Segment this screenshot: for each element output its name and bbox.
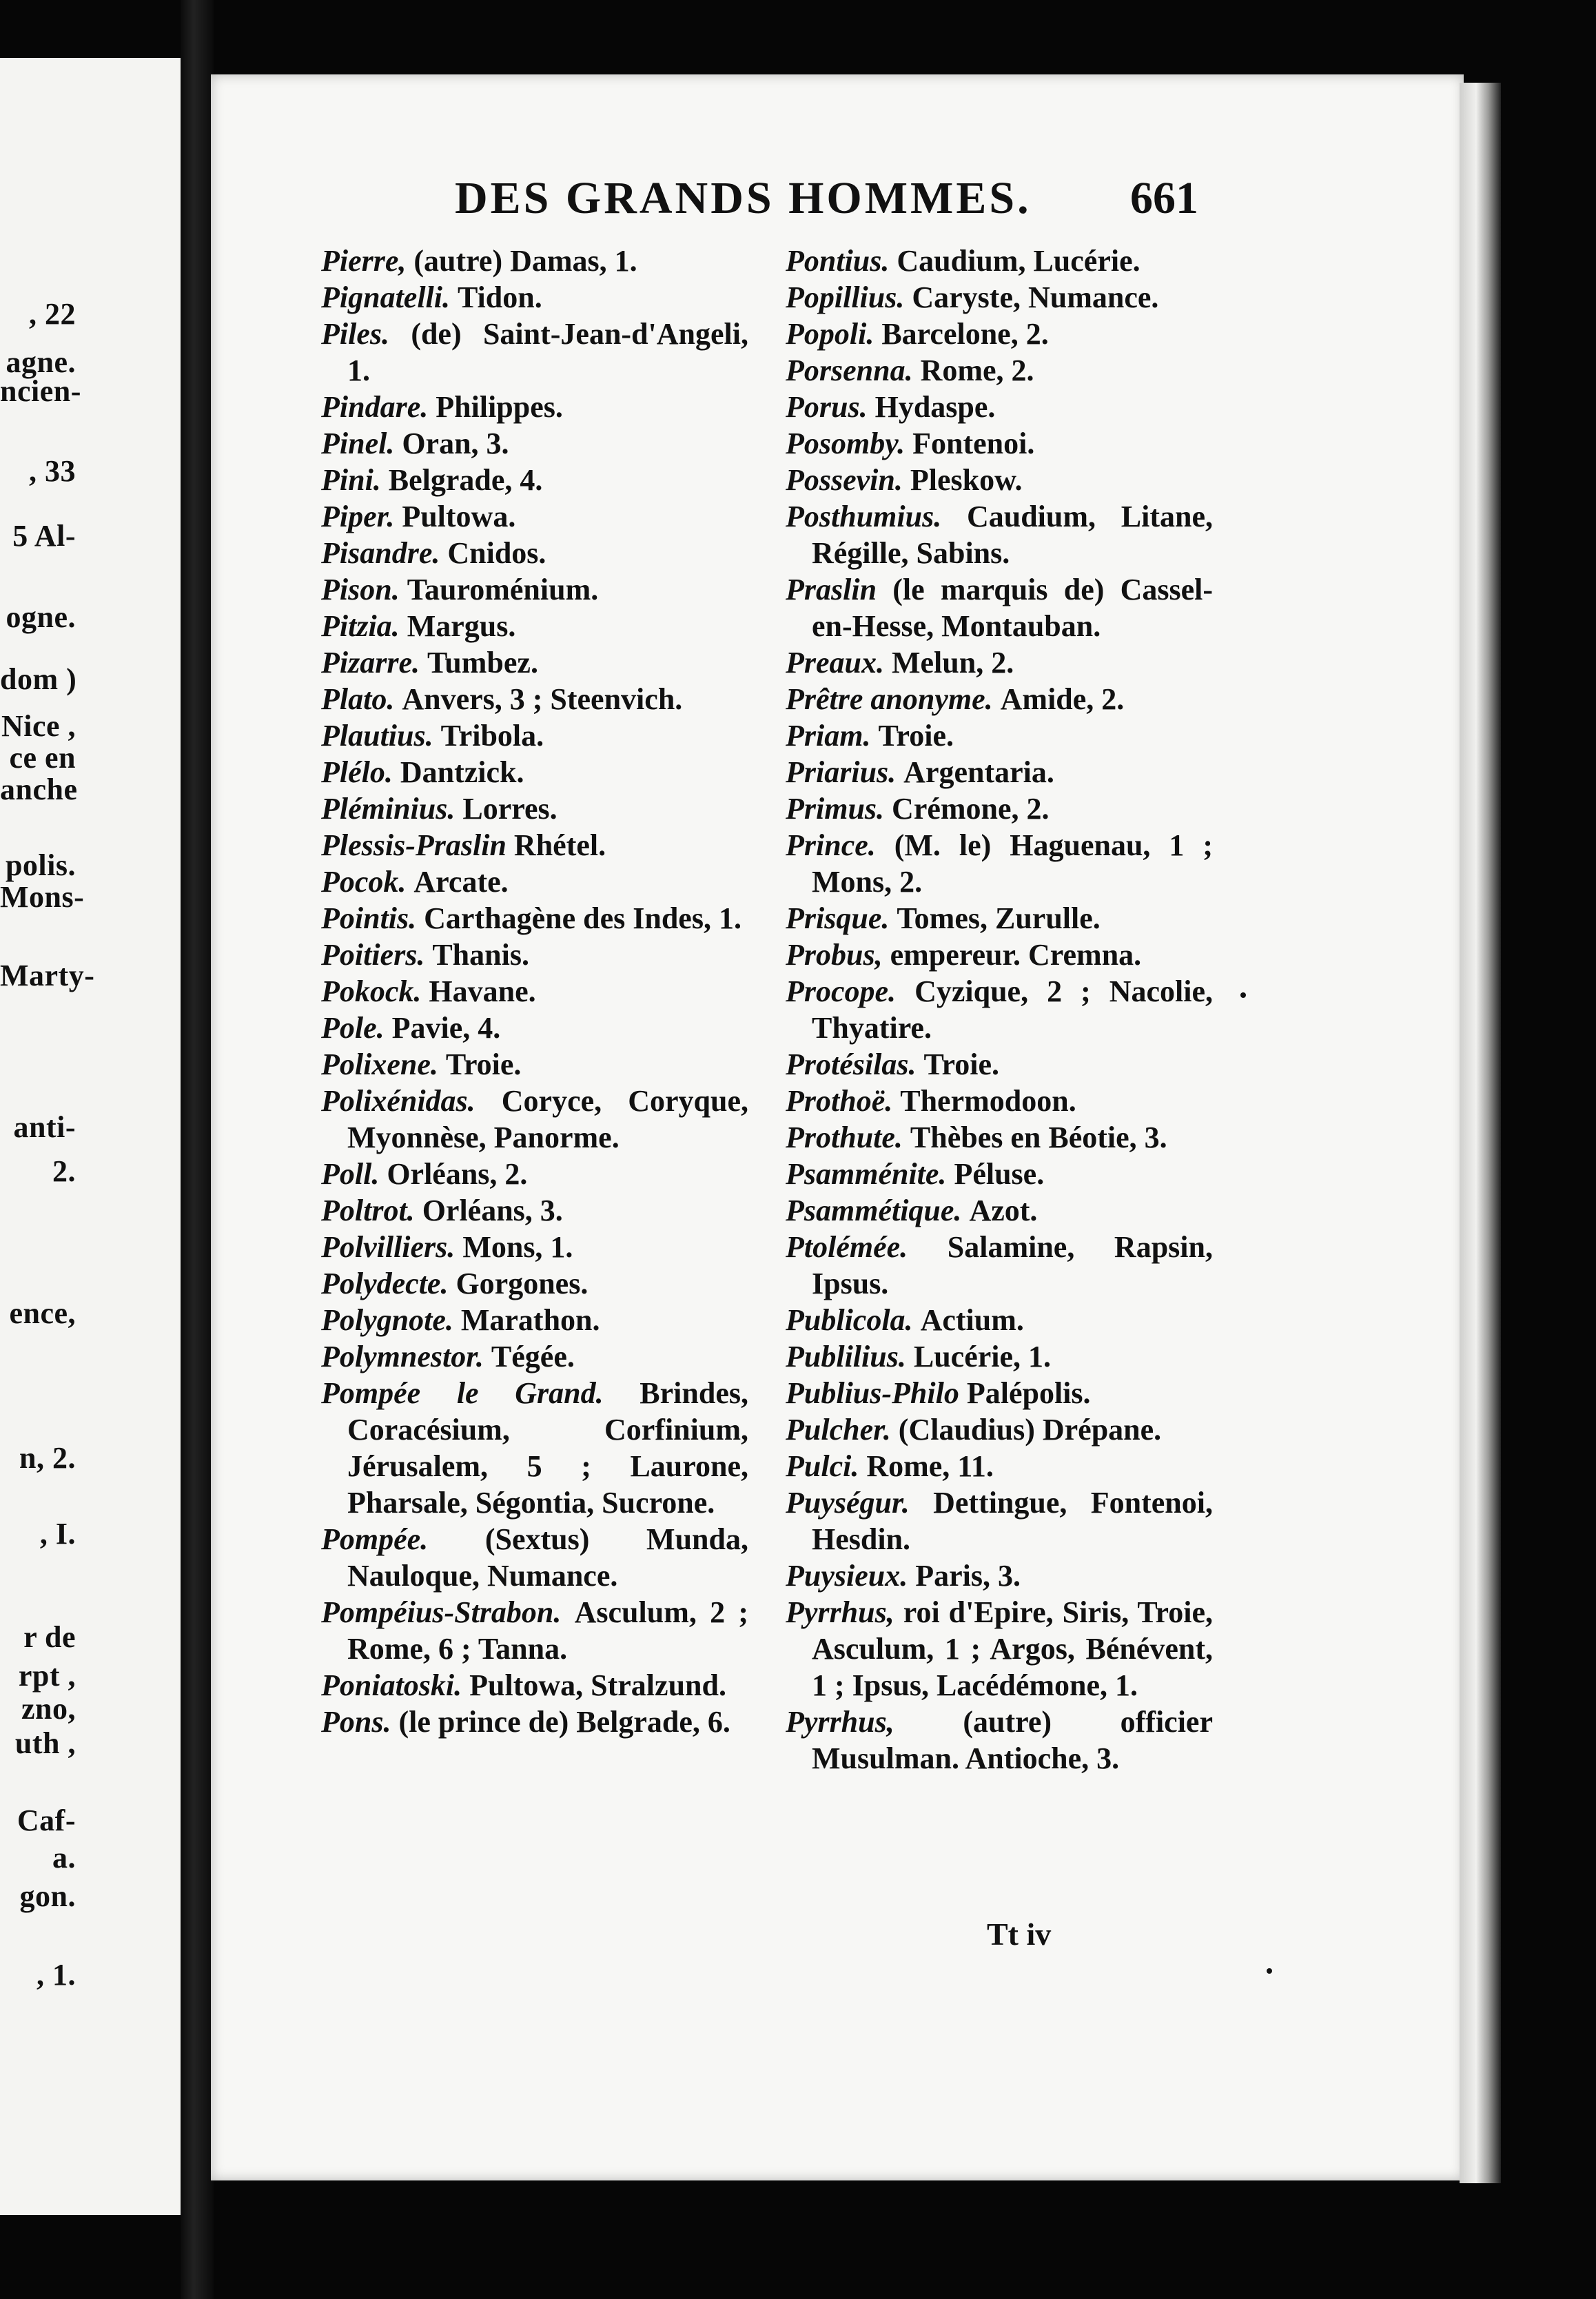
entry-name: Polygnote. bbox=[321, 1303, 453, 1337]
entry-name: Pulcher. bbox=[786, 1413, 891, 1447]
left-page-fragment: Caf- bbox=[17, 1804, 76, 1837]
entry-places: Amide, 2. bbox=[1000, 682, 1125, 716]
index-entry bbox=[786, 900, 1213, 937]
left-page-fragment: ogne. bbox=[6, 600, 76, 634]
entry-places: (autre) Damas, 1. bbox=[413, 244, 637, 278]
entry-name: Primus. bbox=[786, 792, 885, 826]
left-page-fragment: ncien- bbox=[0, 374, 81, 408]
index-entry bbox=[786, 754, 1213, 790]
index-entry bbox=[786, 1229, 1213, 1302]
entry-name: Pini. bbox=[321, 463, 381, 497]
entry-places: Thermodoon. bbox=[900, 1084, 1076, 1118]
entry-name: Poll. bbox=[321, 1157, 380, 1191]
entry-name: Puységur. bbox=[786, 1486, 910, 1520]
entry-name: Polvilliers. bbox=[321, 1230, 456, 1264]
entry-name: Possevin. bbox=[786, 463, 903, 497]
entry-name: Probus, bbox=[786, 938, 883, 972]
entry-places: Argentaria. bbox=[903, 755, 1054, 789]
entry-places: Troie. bbox=[923, 1048, 1000, 1081]
entry-places: Caudium, Lucérie. bbox=[897, 244, 1140, 278]
index-entry bbox=[786, 1302, 1213, 1338]
entry-name: Plautius. bbox=[321, 719, 433, 753]
entry-name: Pyrrhus, bbox=[786, 1595, 894, 1629]
index-entry bbox=[786, 1338, 1213, 1375]
entry-name: Poltrot. bbox=[321, 1194, 415, 1227]
index-entry bbox=[321, 1667, 748, 1704]
entry-name: Posomby. bbox=[786, 427, 906, 460]
ink-speck bbox=[1240, 992, 1246, 998]
entry-places: Margus. bbox=[407, 609, 516, 643]
entry-name: Prothoë. bbox=[786, 1084, 893, 1118]
index-entry bbox=[786, 1375, 1213, 1411]
index-entry bbox=[786, 1083, 1213, 1119]
left-page-fragment: gon. bbox=[19, 1879, 76, 1913]
left-page-fragment: Nice , bbox=[1, 709, 76, 743]
entry-places: Lorres. bbox=[462, 792, 557, 826]
entry-places: Arcate. bbox=[413, 865, 509, 899]
entry-places: (de) Saint-Jean-d'Angeli, 1. bbox=[347, 317, 748, 387]
left-page-fragment: zno, bbox=[21, 1692, 76, 1726]
entry-places: Tumbez. bbox=[427, 646, 538, 680]
entry-places: Belgrade, 4. bbox=[388, 463, 543, 497]
entry-places: Tribola. bbox=[440, 719, 544, 753]
index-entry bbox=[786, 316, 1213, 352]
entry-places: Orléans, 3. bbox=[422, 1194, 563, 1227]
left-page-fragment: n, 2. bbox=[19, 1441, 76, 1475]
entry-places: Mons, 1. bbox=[462, 1230, 573, 1264]
entry-name: Puysieux. bbox=[786, 1559, 908, 1593]
index-entry bbox=[321, 1594, 748, 1667]
entry-name: Poitiers. bbox=[321, 938, 425, 972]
entry-name: Pierre, bbox=[321, 244, 407, 278]
index-entry bbox=[786, 681, 1213, 717]
entry-places: Tomes, Zurulle. bbox=[897, 901, 1101, 935]
entry-places: (Claudius) Drépane. bbox=[898, 1413, 1162, 1447]
entry-places: Coryce, Coryque, Myonnèse, Panorme. bbox=[347, 1084, 749, 1154]
entry-places: Dantzick. bbox=[400, 755, 524, 789]
entry-name: Psammétique. bbox=[786, 1194, 962, 1227]
entry-name: Ptolémée. bbox=[786, 1230, 908, 1264]
entry-places: Anvers, 3 ; Steenvich. bbox=[402, 682, 683, 716]
entry-name: Popoli. bbox=[786, 317, 874, 351]
left-page-fragment: , 1. bbox=[37, 1958, 76, 1992]
left-page-fragment: Mons- bbox=[0, 880, 85, 914]
entry-places: (le prince de) Belgrade, 6. bbox=[398, 1705, 730, 1739]
index-entry bbox=[321, 1302, 748, 1338]
entry-name: Piper. bbox=[321, 500, 395, 533]
index-entry bbox=[786, 352, 1213, 389]
entry-places: Tidon. bbox=[458, 280, 542, 314]
index-entry bbox=[321, 389, 748, 425]
entry-name: Pindare. bbox=[321, 390, 429, 424]
page-number: 661 bbox=[1130, 173, 1198, 223]
entry-places: roi d'Epire, Siris, Troie, Asculum, 1 ; Argos, Bénévent, 1 ; Ipsus, Lacédémone, 1. bbox=[812, 1595, 1214, 1702]
index-entry bbox=[786, 973, 1213, 1046]
entry-name: Praslin bbox=[786, 573, 877, 606]
entry-name: Pompéius-Strabon. bbox=[321, 1595, 562, 1629]
index-entry bbox=[786, 243, 1213, 279]
index-entry bbox=[321, 864, 748, 900]
page-edge-shadow bbox=[1460, 83, 1501, 2183]
entry-places: Carthagène des Indes, 1. bbox=[424, 901, 741, 935]
entry-name: Polixénidas. bbox=[321, 1084, 475, 1118]
entry-name: Pulci. bbox=[786, 1449, 859, 1483]
index-entry bbox=[786, 1557, 1213, 1594]
entry-name: Prince. bbox=[786, 828, 876, 862]
index-entry bbox=[786, 1594, 1213, 1704]
entry-name: Pléminius. bbox=[321, 792, 456, 826]
entry-name: Procope. bbox=[786, 974, 897, 1008]
index-entry bbox=[786, 717, 1213, 754]
entry-places: Paris, 3. bbox=[915, 1559, 1021, 1593]
entry-places: Crémone, 2. bbox=[892, 792, 1050, 826]
book-gutter bbox=[181, 0, 214, 2299]
entry-places: Azot. bbox=[969, 1194, 1038, 1227]
index-entry bbox=[321, 937, 748, 973]
left-page-fragment: 5 Al- bbox=[12, 519, 76, 553]
index-entry bbox=[321, 827, 748, 864]
index-entry bbox=[786, 1119, 1213, 1156]
entry-places: Péluse. bbox=[954, 1157, 1045, 1191]
entry-places: Dettingue, Fontenoi, Hesdin. bbox=[812, 1486, 1214, 1556]
entry-name: Pyrrhus, bbox=[786, 1705, 894, 1739]
entry-name: Pignatelli. bbox=[321, 280, 450, 314]
left-page-fragment: dom ) bbox=[0, 662, 77, 696]
entry-places: Rhétel. bbox=[513, 828, 606, 862]
left-page-fragment: Marty- bbox=[0, 959, 95, 992]
index-entry bbox=[321, 644, 748, 681]
entry-places: Caryste, Numance. bbox=[912, 280, 1159, 314]
entry-places: Oran, 3. bbox=[402, 427, 509, 460]
index-entry bbox=[321, 1375, 748, 1521]
index-entry bbox=[786, 571, 1213, 644]
entry-places: Brindes, Coracésium, Corfinium, Jérusalem, 5 ; Laurone, Pharsale, Ségontia, Sucrone. bbox=[347, 1376, 748, 1520]
index-entry bbox=[321, 1521, 748, 1594]
entry-places: Barcelone, 2. bbox=[881, 317, 1049, 351]
entry-name: Popillius. bbox=[786, 280, 905, 314]
entry-name: Prothute. bbox=[786, 1121, 903, 1154]
entry-places: Rome, 2. bbox=[920, 354, 1034, 387]
entry-name: Prisque. bbox=[786, 901, 890, 935]
entry-places: Thèbes en Béotie, 3. bbox=[910, 1121, 1167, 1154]
index-entry bbox=[321, 681, 748, 717]
left-page-fragment: uth , bbox=[14, 1726, 76, 1760]
running-head: DES GRANDS HOMMES. bbox=[455, 173, 1032, 223]
index-entry bbox=[321, 754, 748, 790]
entry-places: Lucérie, 1. bbox=[913, 1340, 1052, 1373]
index-entry bbox=[321, 1265, 748, 1302]
index-entry bbox=[786, 1448, 1213, 1484]
entry-name: Psamménite. bbox=[786, 1157, 947, 1191]
index-entry bbox=[321, 1010, 748, 1046]
entry-name: Pisandre. bbox=[321, 536, 440, 570]
index-entry bbox=[786, 279, 1213, 316]
index-entry bbox=[321, 1338, 748, 1375]
entry-name: Pompée. bbox=[321, 1522, 429, 1556]
entry-name: Polymnestor. bbox=[321, 1340, 484, 1373]
index-column-right bbox=[786, 243, 1213, 1777]
entry-name: Pointis. bbox=[321, 901, 417, 935]
entry-places: Salamine, Rapsin, Ipsus. bbox=[812, 1230, 1213, 1300]
index-entry bbox=[786, 644, 1213, 681]
index-entry bbox=[321, 1156, 748, 1192]
entry-name: Priam. bbox=[786, 719, 871, 753]
index-entry bbox=[321, 279, 748, 316]
left-page-fragment: , I. bbox=[39, 1517, 76, 1551]
entry-name: Porus. bbox=[786, 390, 868, 424]
entry-places: Pavie, 4. bbox=[391, 1011, 501, 1045]
entry-name: Prêtre anonyme. bbox=[786, 682, 993, 716]
index-entry bbox=[321, 498, 748, 535]
entry-places: Tégée. bbox=[491, 1340, 575, 1373]
entry-places: Philippes. bbox=[436, 390, 563, 424]
index-entry bbox=[786, 425, 1213, 462]
entry-name: Publius-Philo bbox=[786, 1376, 959, 1410]
entry-name: Polixene. bbox=[321, 1048, 438, 1081]
index-entry bbox=[786, 937, 1213, 973]
index-entry bbox=[321, 571, 748, 608]
entry-places: Hydaspe. bbox=[874, 390, 996, 424]
index-entry bbox=[321, 608, 748, 644]
index-entry bbox=[786, 1156, 1213, 1192]
entry-name: Pons. bbox=[321, 1705, 391, 1739]
index-entry bbox=[321, 1046, 748, 1083]
facing-left-page bbox=[0, 58, 181, 2215]
entry-name: Pole. bbox=[321, 1011, 385, 1045]
left-page-fragment: , 33 bbox=[29, 454, 76, 488]
index-entry bbox=[321, 1192, 748, 1229]
entry-name: Pokock. bbox=[321, 974, 422, 1008]
entry-places: Melun, 2. bbox=[892, 646, 1014, 680]
entry-places: Gorgones. bbox=[456, 1267, 589, 1300]
index-entry bbox=[321, 425, 748, 462]
entry-places: Cyzique, 2 ; Nacolie, Thyatire. bbox=[812, 974, 1213, 1045]
entry-name: Pocok. bbox=[321, 865, 407, 899]
entry-places: Pleskow. bbox=[910, 463, 1023, 497]
entry-name: Pizarre. bbox=[321, 646, 420, 680]
index-entry bbox=[786, 1046, 1213, 1083]
index-entry bbox=[786, 1411, 1213, 1448]
entry-places: Fontenoi. bbox=[912, 427, 1035, 460]
entry-name: Pompée le Grand. bbox=[321, 1376, 604, 1410]
entry-places: Actium. bbox=[920, 1303, 1024, 1337]
entry-places: Pultowa. bbox=[402, 500, 516, 533]
entry-places: Cnidos. bbox=[447, 536, 546, 570]
left-page-text-fragments bbox=[0, 58, 181, 2215]
entry-name: Plato. bbox=[321, 682, 395, 716]
entry-places: Pultowa, Stralzund. bbox=[469, 1668, 726, 1702]
entry-name: Plélo. bbox=[321, 755, 393, 789]
entry-name: Preaux. bbox=[786, 646, 884, 680]
index-entry bbox=[321, 462, 748, 498]
entry-name: Poniatoski. bbox=[321, 1668, 462, 1702]
entry-places: Palépolis. bbox=[966, 1376, 1091, 1410]
entry-places: Troie. bbox=[445, 1048, 522, 1081]
entry-name: Piles. bbox=[321, 317, 389, 351]
index-entry bbox=[321, 973, 748, 1010]
index-entry bbox=[786, 462, 1213, 498]
entry-places: Thanis. bbox=[432, 938, 529, 972]
entry-places: (le marquis de) Cassel-en-Hesse, Montauban. bbox=[812, 573, 1213, 643]
index-entry bbox=[786, 389, 1213, 425]
index-column-left bbox=[321, 243, 748, 1740]
entry-name: Posthumius. bbox=[786, 500, 942, 533]
entry-places: (Sextus) Munda, Nauloque, Numance. bbox=[347, 1522, 748, 1593]
index-entry bbox=[321, 1083, 748, 1156]
left-page-fragment: anche bbox=[0, 773, 78, 806]
entry-name: Pinel. bbox=[321, 427, 395, 460]
index-entry bbox=[321, 900, 748, 937]
entry-name: Publicola. bbox=[786, 1303, 913, 1337]
index-entry bbox=[321, 1229, 748, 1265]
left-page-fragment: rpt , bbox=[18, 1659, 76, 1693]
left-page-fragment: r de bbox=[23, 1620, 76, 1654]
entry-name: Pitzia. bbox=[321, 609, 400, 643]
left-page-fragment: ence, bbox=[9, 1296, 76, 1330]
entry-name: Plessis-Praslin bbox=[321, 828, 507, 862]
left-page-fragment: polis. bbox=[5, 848, 76, 882]
left-page-fragment: , 22 bbox=[29, 297, 76, 331]
entry-places: Havane. bbox=[429, 974, 536, 1008]
left-page-fragment: 2. bbox=[52, 1154, 76, 1188]
index-entry bbox=[321, 790, 748, 827]
entry-places: Orléans, 2. bbox=[387, 1157, 528, 1191]
index-entry bbox=[321, 717, 748, 754]
entry-name: Pison. bbox=[321, 573, 400, 606]
entry-name: Publilius. bbox=[786, 1340, 906, 1373]
ink-speck bbox=[1267, 1968, 1272, 1974]
entry-name: Pontius. bbox=[786, 244, 890, 278]
entry-places: Marathon. bbox=[460, 1303, 600, 1337]
index-entry bbox=[786, 827, 1213, 900]
entry-name: Polydecte. bbox=[321, 1267, 449, 1300]
entry-places: empereur. Cremna. bbox=[890, 938, 1142, 972]
index-entry bbox=[321, 1704, 748, 1740]
entry-places: Caudium, Litane, Régille, Sabins. bbox=[812, 500, 1213, 570]
left-page-fragment: a. bbox=[52, 1841, 76, 1874]
index-entry bbox=[321, 243, 748, 279]
entry-name: Priarius. bbox=[786, 755, 897, 789]
index-entry bbox=[786, 1484, 1213, 1557]
signature-mark: Tt iv bbox=[987, 1917, 1052, 1952]
left-page-fragment: ce en bbox=[9, 741, 76, 775]
index-entry bbox=[321, 535, 748, 571]
entry-name: Porsenna. bbox=[786, 354, 913, 387]
index-entry bbox=[786, 1192, 1213, 1229]
index-entry bbox=[786, 498, 1213, 571]
entry-places: Asculum, 2 ; Rome, 6 ; Tanna. bbox=[347, 1595, 748, 1666]
left-page-fragment: anti- bbox=[13, 1110, 76, 1144]
index-entry bbox=[786, 790, 1213, 827]
entry-places: Rome, 11. bbox=[866, 1449, 994, 1483]
entry-places: (autre) officier Musulman. Antioche, 3. bbox=[812, 1705, 1213, 1775]
entry-places: Troie. bbox=[878, 719, 954, 753]
left-page-fragment: agne. bbox=[6, 345, 76, 379]
index-entry bbox=[321, 316, 748, 389]
index-entry bbox=[786, 1704, 1213, 1777]
entry-places: Tauroménium. bbox=[407, 573, 599, 606]
entry-places: (M. le) Haguenau, 1 ; Mons, 2. bbox=[812, 828, 1214, 899]
entry-name: Protésilas. bbox=[786, 1048, 917, 1081]
